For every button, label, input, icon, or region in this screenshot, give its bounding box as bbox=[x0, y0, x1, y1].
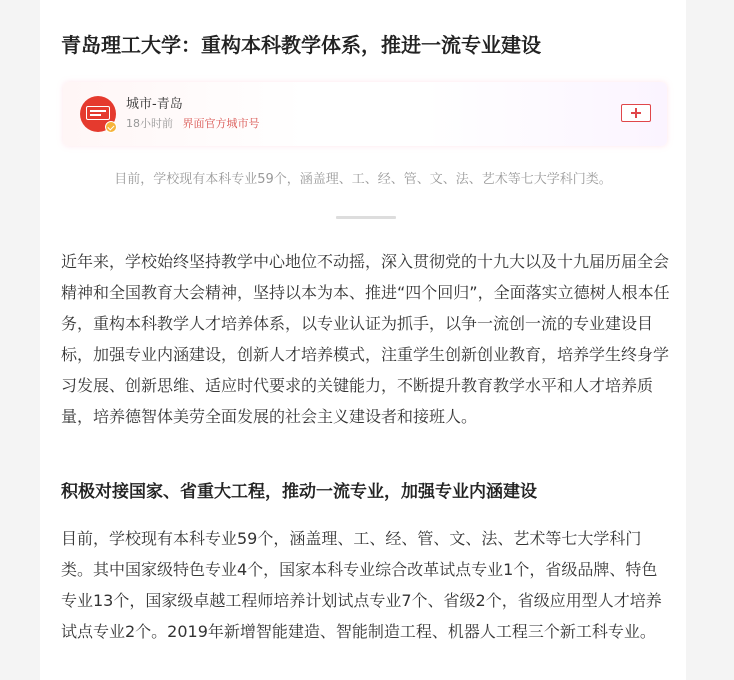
follow-button[interactable] bbox=[621, 104, 651, 122]
source-name[interactable]: 城市-青岛 bbox=[126, 97, 183, 112]
article-page bbox=[40, 0, 686, 680]
source-avatar[interactable] bbox=[80, 96, 116, 132]
section-heading: 积极对接国家、省重大工程，推动一流专业，加强专业内涵建设 bbox=[61, 482, 537, 502]
source-tag: 界面官方城市号 bbox=[182, 117, 260, 130]
plus-icon bbox=[631, 108, 641, 118]
verified-badge-icon bbox=[105, 121, 117, 133]
source-card[interactable] bbox=[63, 82, 667, 146]
body-paragraph-2: 目前，学校现有本科专业59个，涵盖理、工、经、管、文、法、艺术等七大学科门类。其中国家级特色专业4个，国家本科专业综合改革试点专业1个，省级品牌、特色专业13个，国家级卓越工程师培养计划试点专业7个、省级2个，省级应用型人才培养试点专业2个。2019年新增智能建造、智能制造工程、机器人工程三个新工科专业。 bbox=[61, 529, 662, 641]
article-summary: 目前，学校现有本科专业59个，涵盖理、工、经、管、文、法、艺术等七大学科门类。 bbox=[114, 172, 612, 187]
newspaper-logo-icon bbox=[86, 106, 110, 120]
divider bbox=[336, 216, 396, 219]
publish-time: 18小时前 bbox=[126, 117, 173, 130]
body-paragraph-1: 近年来，学校始终坚持教学中心地位不动摇，深入贯彻党的十九大以及十九届历届全会精神和全国教育大会精神，坚持以本为本、推进“四个回归”，全面落实立德树人根本任务，重构本科教学人才培养体系，以专业认证为抓手，以争一流创一流的专业建设目标，加强专业内涵建设，创新人才培养模式，注重学生创新创业教育，培养学生终身学习发展、创新思维、适应时代要求的关键能力，不断提升教育教学水平和人才培养质量，培养德智体美劳全面发展的社会主义建设者和接班人。 bbox=[61, 252, 670, 426]
source-meta bbox=[126, 116, 260, 132]
article-title: 青岛理工大学：重构本科教学体系，推进一流专业建设 bbox=[61, 33, 541, 57]
